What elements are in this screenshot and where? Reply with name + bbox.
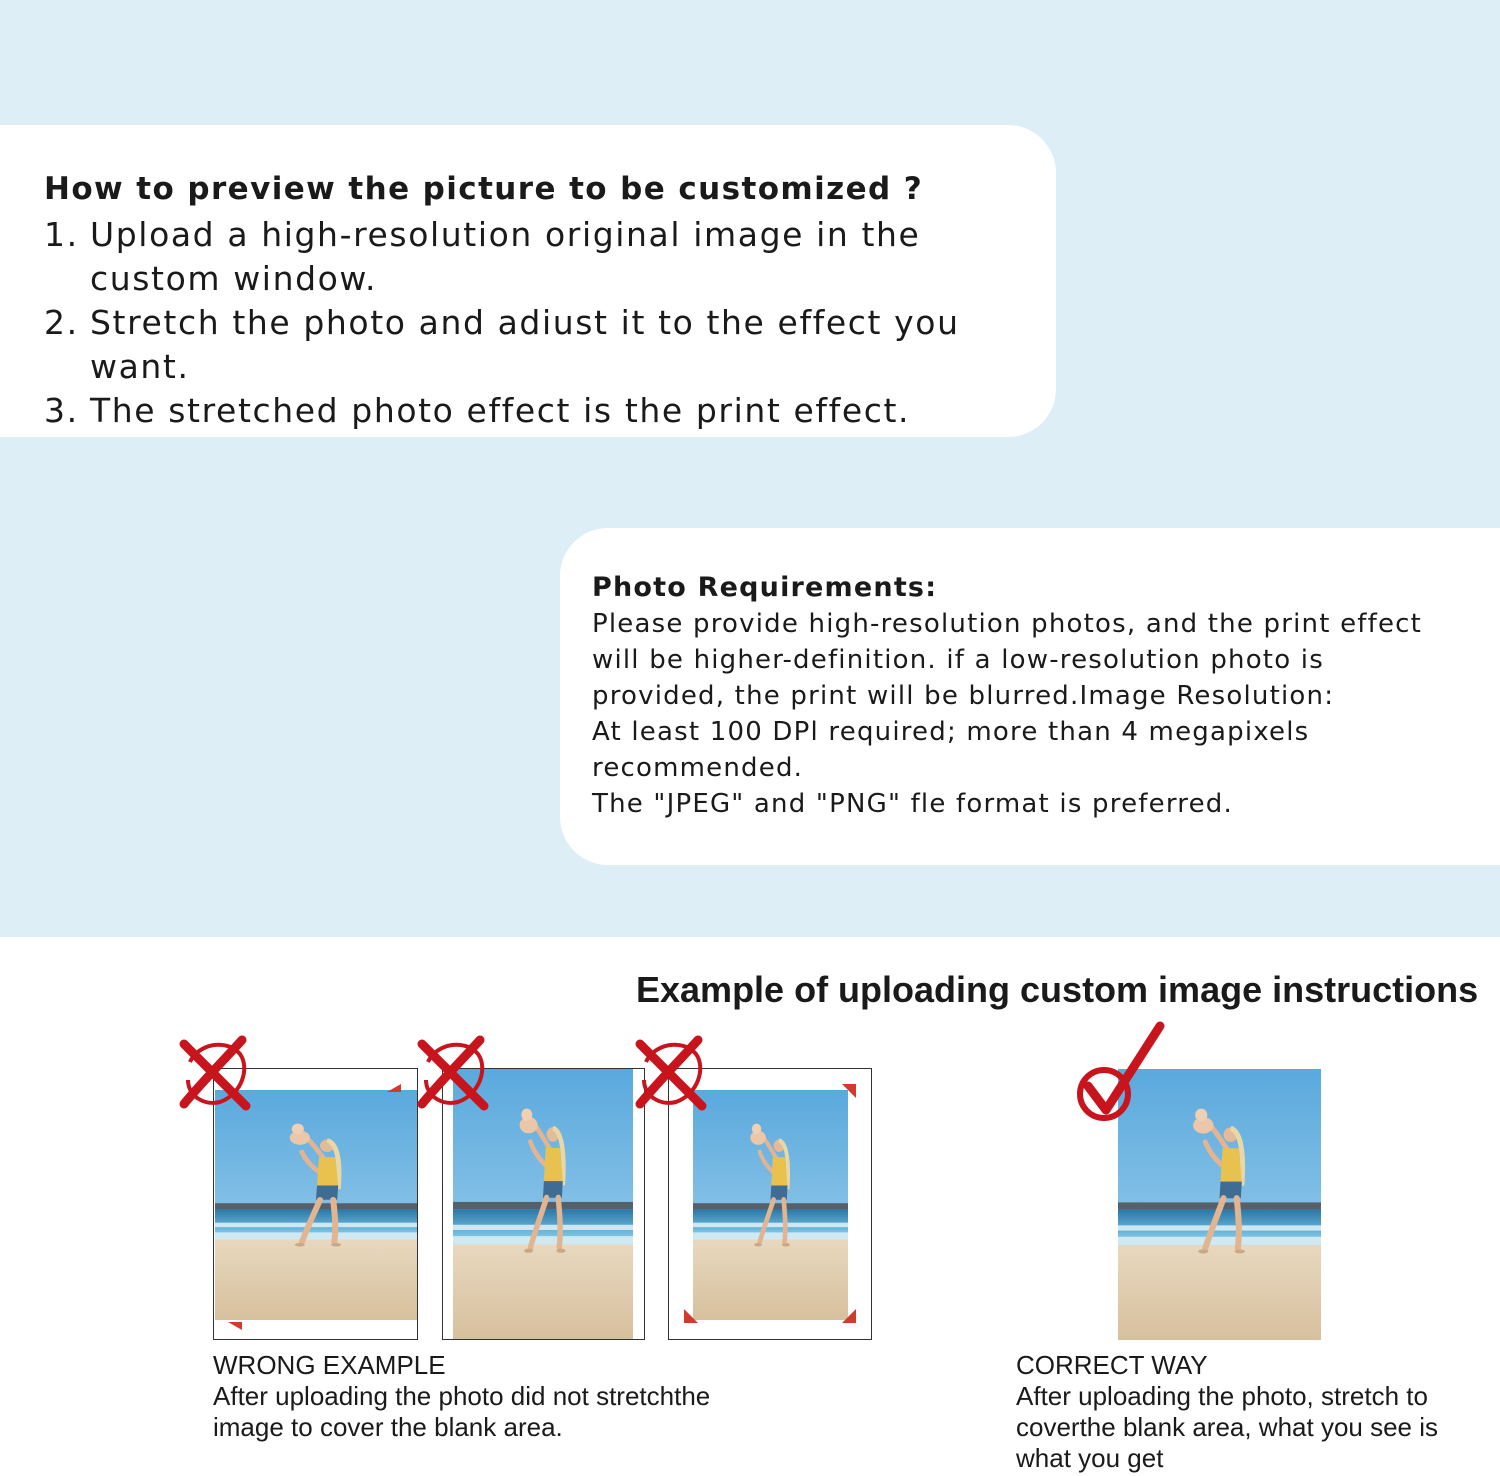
how-to-title: How to preview the picture to be customized ? <box>44 171 924 207</box>
corner-handle <box>842 1084 856 1098</box>
requirements-line: Please provide high-resolution photos, and the print effect <box>592 609 1423 639</box>
wrong-example-heading: WRONG EXAMPLE <box>213 1350 446 1380</box>
wrong-example-body: After uploading the photo did not stretchthe image to cover the blank area. <box>213 1381 711 1442</box>
how-to-step: 3. The stretched photo effect is the print effect. <box>44 391 911 430</box>
corner-handle <box>387 1084 401 1092</box>
wrong-example-caption <box>213 1350 773 1443</box>
cross-mark-icon <box>176 1032 254 1112</box>
photo-requirements-card <box>560 528 1500 865</box>
requirements-line: recommended. <box>592 753 804 783</box>
example-title: Example of uploading custom image instructions <box>636 969 1479 1010</box>
cross-mark-icon <box>632 1032 710 1112</box>
correct-way-caption <box>1016 1350 1456 1474</box>
corner-handle <box>684 1309 698 1323</box>
how-to-step: 1. Upload a high-resolution original image in the custom window. <box>44 215 921 298</box>
correct-way-heading: CORRECT WAY <box>1016 1350 1208 1380</box>
corner-handle <box>228 1322 242 1330</box>
requirements-line: will be higher-definition. if a low-resolution photo is <box>592 645 1324 675</box>
requirements-line: provided, the print will be blurred.Image Resolution: <box>592 681 1335 711</box>
check-mark-icon <box>1072 1020 1166 1126</box>
correct-way-body: After uploading the photo, stretch to coverthe blank area, what you see is what you get <box>1016 1381 1439 1473</box>
cross-mark-icon <box>414 1032 492 1112</box>
requirements-title: Photo Requirements: <box>592 572 938 603</box>
wrong-example-photo-1 <box>215 1090 417 1320</box>
how-to-preview-card <box>0 125 1056 437</box>
requirements-line: The "JPEG" and "PNG" fle format is preferred. <box>592 789 1233 819</box>
requirements-line: At least 100 DPl required; more than 4 megapixels <box>592 717 1310 747</box>
how-to-step: 2. Stretch the photo and adiust it to the effect you want. <box>44 303 960 386</box>
corner-handle <box>842 1309 856 1323</box>
how-to-steps <box>44 213 1056 433</box>
wrong-example-photo-3 <box>693 1090 848 1320</box>
